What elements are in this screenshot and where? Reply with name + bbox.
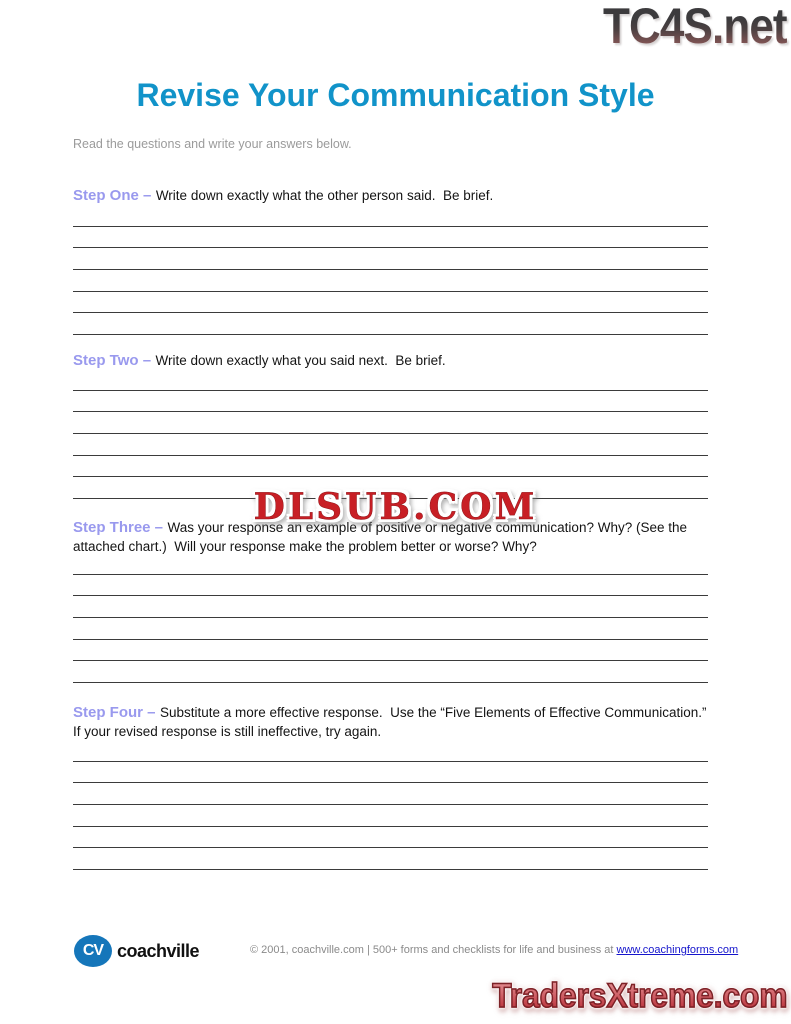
answer-line [73, 248, 708, 270]
watermark-tc4s: TC4S.net [603, 0, 787, 55]
answer-line [73, 313, 708, 335]
step-description: Write down exactly what the other person said. Be brief. [155, 188, 494, 203]
step-label: Step One – [73, 187, 152, 204]
instructions-text: Read the questions and write your answers below. [73, 137, 352, 151]
step-section-4 [73, 703, 713, 870]
coachingforms-link[interactable]: www.coachingforms.com [616, 944, 739, 956]
answer-line [73, 640, 708, 662]
step-section-3 [73, 518, 713, 683]
answer-line [73, 575, 708, 597]
answer-line [73, 270, 708, 292]
answer-line [73, 456, 708, 478]
watermark-tradersxtreme: TradersXtreme.com [491, 977, 787, 1015]
answer-line [73, 369, 708, 391]
answer-line [73, 205, 708, 227]
answer-line [73, 740, 708, 762]
step-label: Step Three – [73, 519, 164, 536]
step-label: Step Four – [73, 704, 156, 721]
answer-line [73, 762, 708, 784]
answer-line [73, 553, 708, 575]
answer-line [73, 434, 708, 456]
answer-line [73, 618, 708, 640]
step-description: Write down exactly what you said next. Be brief. [155, 353, 446, 368]
answer-lines [73, 553, 708, 683]
step-label: Step Two – [73, 352, 152, 369]
answer-line [73, 805, 708, 827]
step-heading [73, 703, 713, 741]
step-section-1 [73, 186, 713, 335]
page-title: Revise Your Communication Style [136, 77, 655, 113]
answer-line [73, 596, 708, 618]
answer-line [73, 391, 708, 413]
step-description: Was your response an example of positive or negative communication? Why? (See the attached chart.) Will your response make the problem better or worse? Why? [73, 520, 691, 554]
answer-line [73, 783, 708, 805]
copyright-line [250, 944, 738, 956]
step-section-2 [73, 351, 713, 499]
answer-lines [73, 205, 708, 335]
answer-line [73, 412, 708, 434]
step-heading [73, 186, 713, 205]
answer-lines [73, 369, 708, 499]
cv-logo-icon: CV [74, 935, 112, 967]
answer-line [73, 661, 708, 683]
answer-line [73, 227, 708, 249]
copyright-text: © 2001, coachville.com | 500+ forms and checklists for life and business at [250, 944, 617, 956]
answer-line [73, 827, 708, 849]
step-description: Substitute a more effective response. Use the “Five Elements of Effective Communication.” If your revised response is still ineffective, try again. [73, 705, 714, 739]
coachville-brand-text: coachville [117, 941, 200, 961]
answer-line [73, 292, 708, 314]
watermark-dlsub: DLSUB.COM [253, 486, 538, 528]
answer-lines [73, 740, 708, 870]
answer-line [73, 848, 708, 870]
step-heading [73, 351, 713, 370]
